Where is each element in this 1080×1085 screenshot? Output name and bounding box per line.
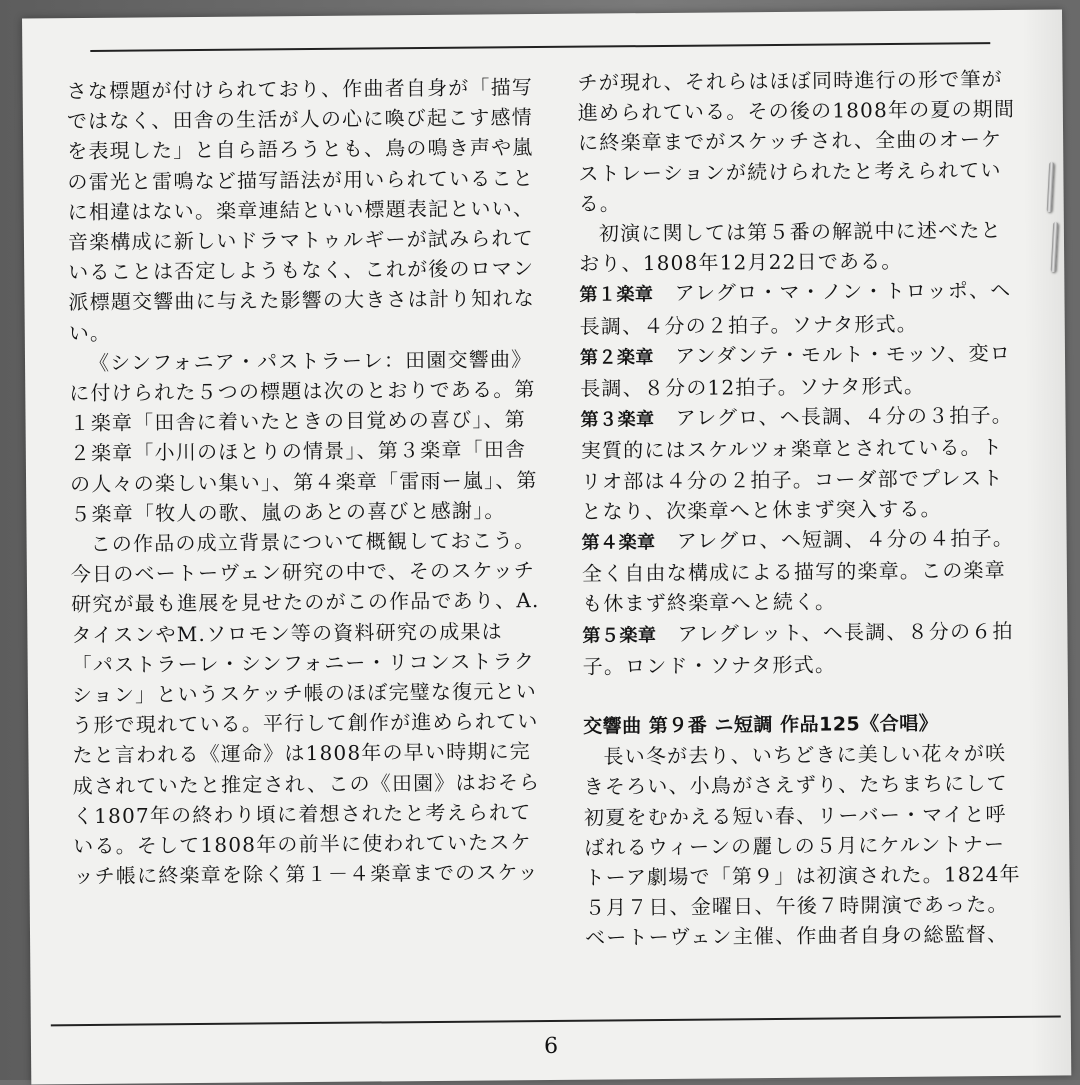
movement-description: アレグロ、ヘ長調、４分の３拍子。実質的にはスケルツォ楽章とされている。トリオ部は４分の２拍子。コーダ部でプレストとなり、次楽章へと休まず突入する。 (580, 403, 1014, 524)
movement-item (581, 523, 1022, 619)
page-number: 6 (543, 1033, 559, 1060)
movement-label: 第２楽章 (579, 346, 655, 369)
paragraph-premiere: 初演に関しては第５番の解説中に述べたとおり、1808年12月22日である。 (579, 218, 1002, 276)
movement-description: アンダンテ・モルト・モッソ、変ロ長調、８分の12拍子。ソナタ形式。 (580, 340, 1012, 401)
movement-item (580, 400, 1021, 527)
movement-label: 第４楽章 (581, 532, 656, 554)
movement-description: アレグレット、ヘ長調、８分の６拍子。ロンド・ソナタ形式。 (582, 618, 1014, 679)
movement-description: アレグロ・マ・ノン・トロッポ、ヘ長調、４分の２拍子。ソナタ形式。 (579, 278, 1012, 339)
section-heading: 交響曲 第９番 ニ短調 作品125《合唱》 (583, 712, 939, 738)
paragraph-3: この作品の成立背景について概観しておこう。今日のベートーヴェン研究の中で、そのスケッチ研究が最も進展を見せたのがこの作品であり、A.タイスンやM.ソロモン等の資料研究の成果は「パストラーレ・シンフォニー・リコンストラクション」というスケッチ帳のほぼ完璧な復元という形で現れている。平行して創作が進められていたと言われる《運命》は1808年の早い時期に完成されていたと推定され、この《田園》はおそらく1807年の終わり頃に着想されたと考えられている。そして1808年の前半に使われていたスケッチ帳に終楽章を除く第１－４楽章までのスケッ (70, 528, 541, 889)
section-paragraph: 長い冬が去り、いちどきに美しい花々が咲きそろい、小鳥がさえずり、たちまちにして初夏をむかえる短い春、リーバー・マイと呼ばれるウィーンの麗しの５月にケルントナートーア劇場で「第９」は初演された。1824年５月７日、金曜日、午後７時開演であった。ベートーヴェン主催、作曲者自身の総監督、 (583, 741, 1021, 951)
movement-item (580, 338, 1021, 404)
top-rule (90, 42, 990, 52)
left-column (67, 72, 544, 892)
bottom-rule (51, 1016, 1061, 1027)
paragraph-1: さな標題が付けられており、作曲者自身が「描写ではなく、田舎の生活が人の心に喚び起こす感情を表現した」と自ら語ろうとも、鳥の鳴き声や嵐の雷光と雷鳴など描写語法が用いられていることに相違はない。楽章連結といい標題表記といい、音楽構成に新しいドラマトゥルギーが試みられていることは否定しようもなく、これが後のロマン派標題交響曲に与えた影響の大きさは計り知れない。 (66, 75, 535, 345)
right-column (577, 64, 1025, 953)
movement-label: 第３楽章 (580, 409, 655, 431)
paragraph-intro: チが現れ、それらはほぼ同時進行の形で筆が進められている。その後の1808年の夏の期間に終楽章までがスケッチされ、全曲のオーケストレーションが続けられたと考えられている。 (577, 66, 1016, 216)
movement-item (579, 275, 1020, 341)
booklet-page (22, 9, 1071, 1084)
paragraph-2: 《シンフォニア・パストラーレ：田園交響曲》に付けられた５つの標題は次のとおりである。第１楽章「田舎に着いたときの目覚めの喜び」、第２楽章「小川のほとりの情景」、第３楽章「田舎の人々の楽しい集い」、第４楽章「雷雨ー嵐」、第５楽章「牧人の歌、嵐のあとの喜びと感謝」。 (69, 346, 538, 526)
movement-label: 第１楽章 (579, 284, 654, 307)
movement-label: 第５楽章 (582, 624, 657, 647)
movement-description: アレグロ、ヘ短調、４分の４拍子。全く自由な構成による描写的楽章。この楽章も休まず終楽章へと続く。 (581, 525, 1015, 617)
movement-item (582, 615, 1023, 681)
